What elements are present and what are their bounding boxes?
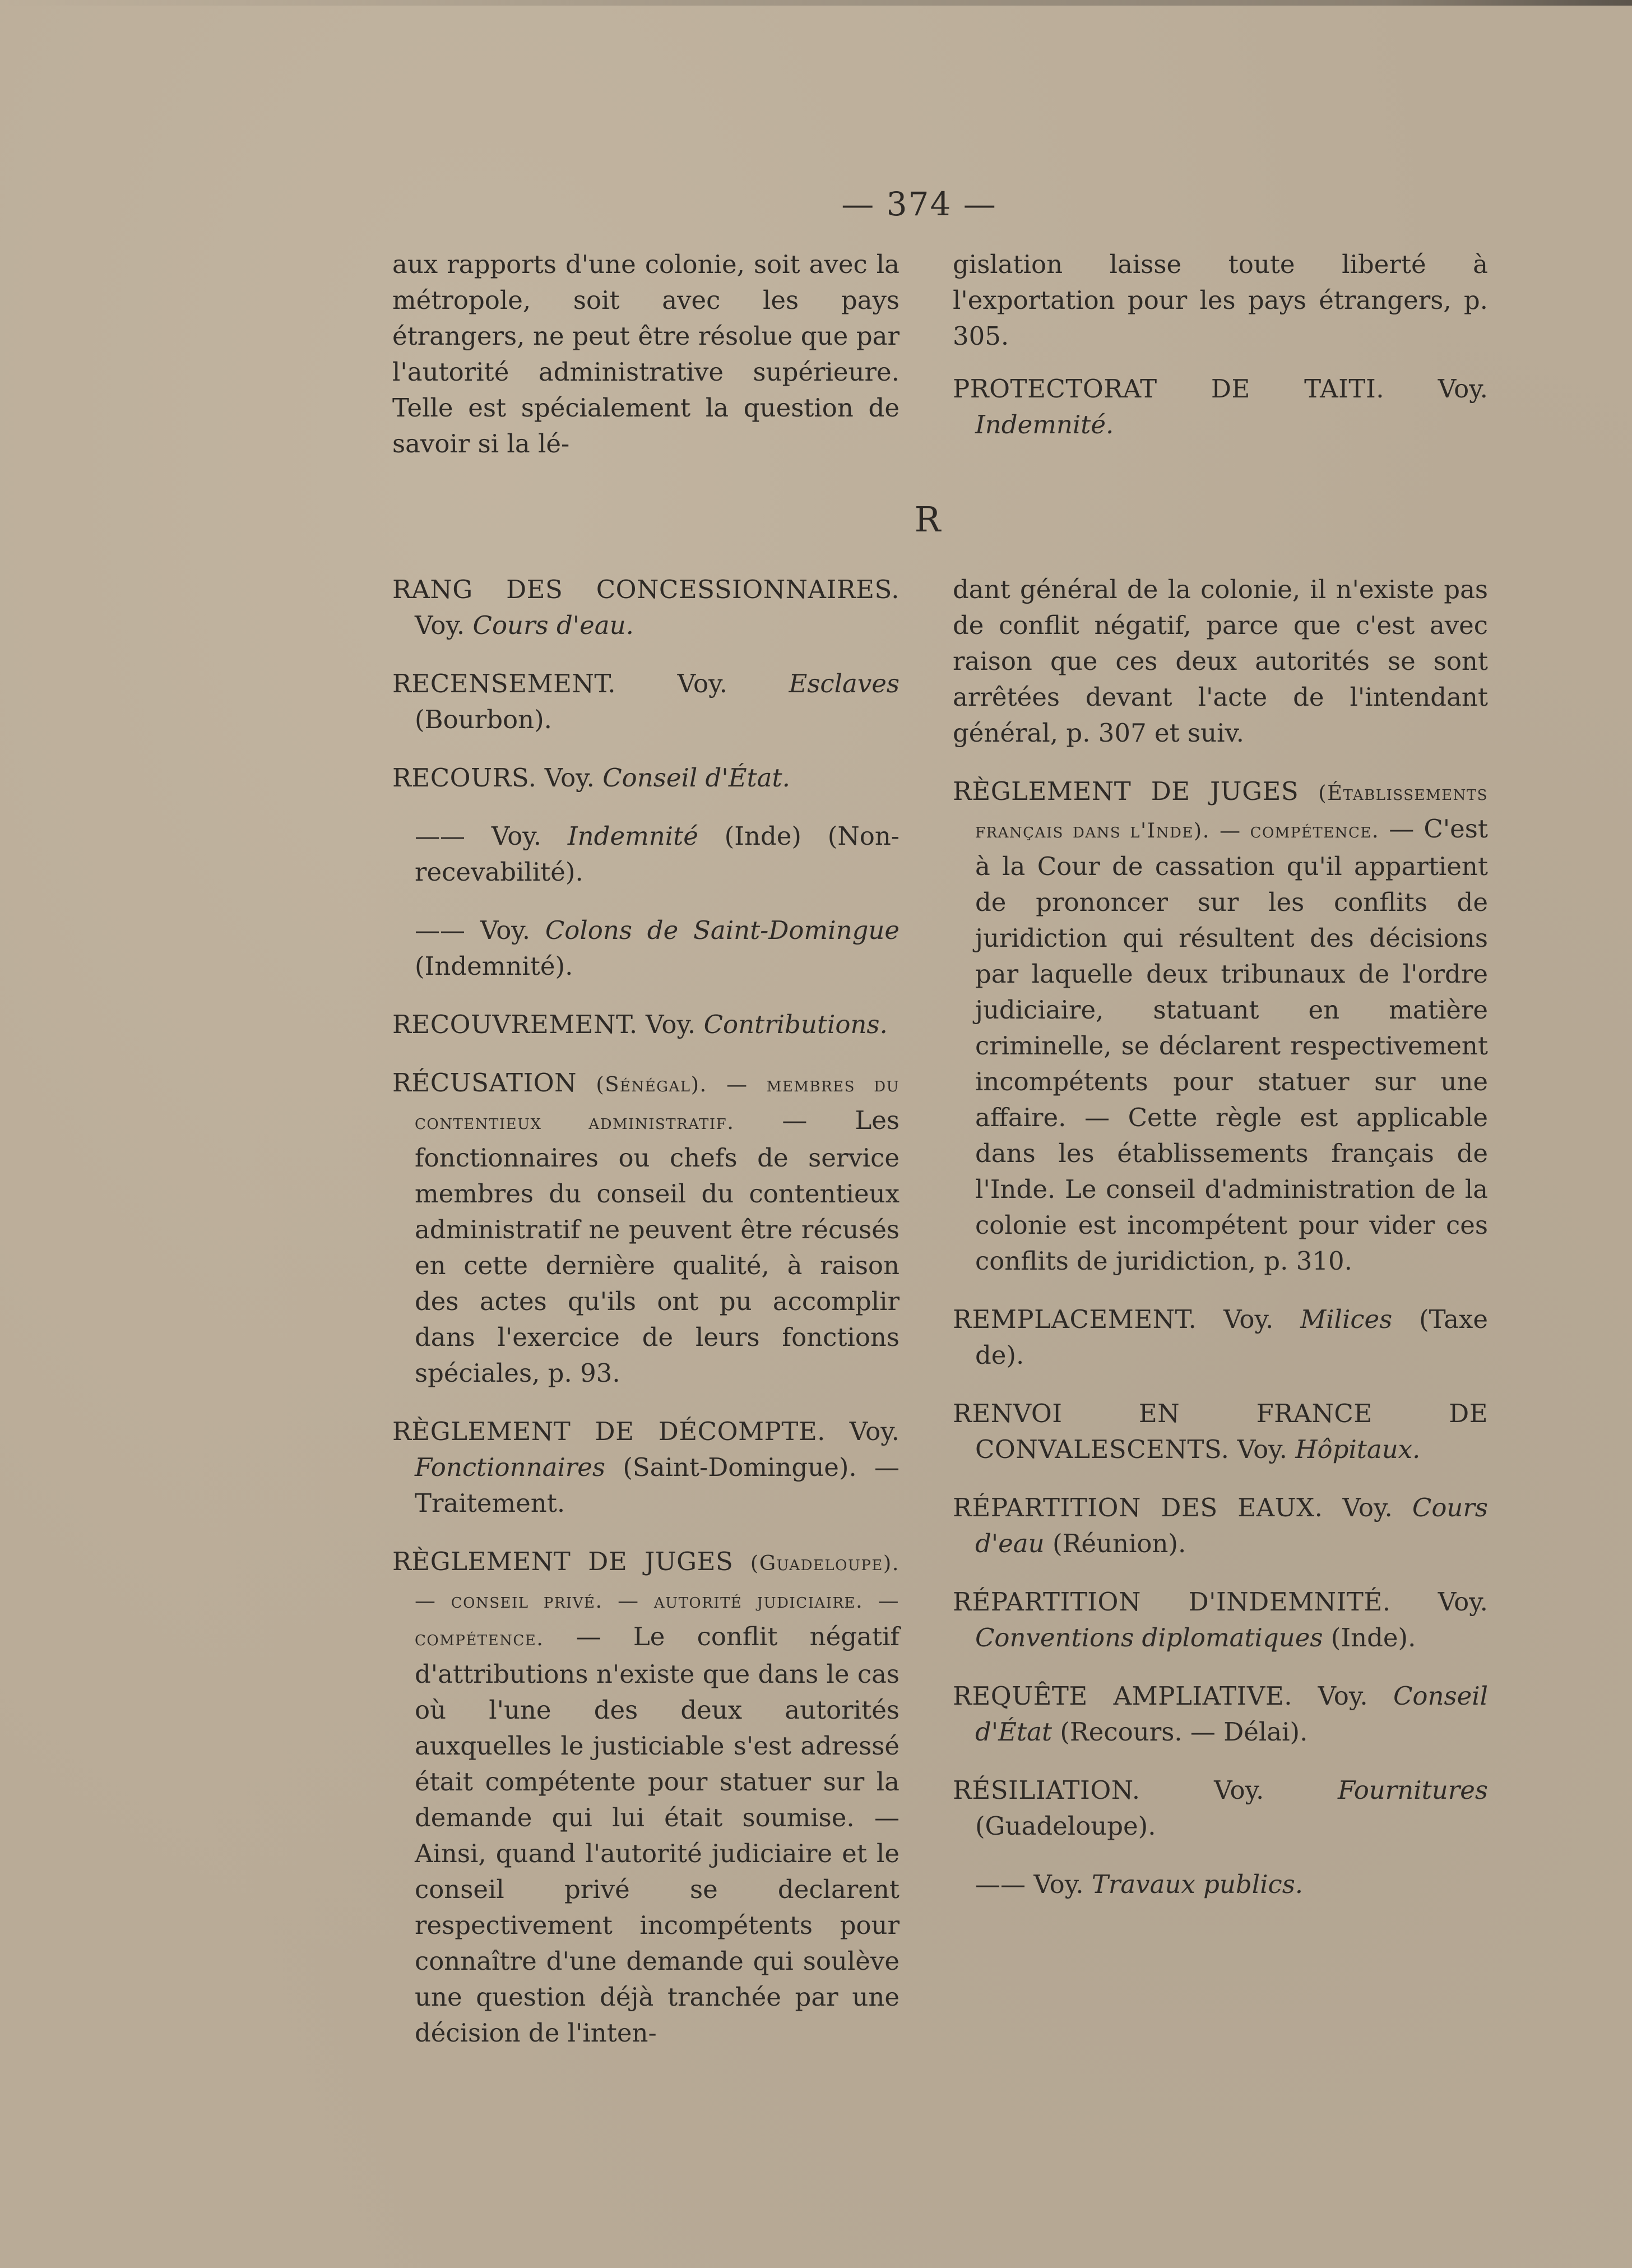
voy-label: Voy. (849, 1417, 900, 1446)
entry-headword: RÉSILIATION. (953, 1775, 1140, 1805)
entry-recours-sub-1 (392, 818, 900, 890)
voy-label: Voy. (1033, 1869, 1084, 1899)
entry-resiliation (953, 1772, 1488, 1844)
entry-body: — C'est à la Cour de cassation qu'il appartient de prononcer sur les conflits de juridiction qui résultent des décisions par laquelle deux tribunaux de l'ordre judiciaire, statuant en matière criminelle, se déclarent respectivement incompétents pour statuer sur une affaire. — Cette règle est applicable dans les établissements français de l'Inde. Le conseil d'administration de la colonie est incompétent pour vider ces conflits de juridiction, p. 310. (975, 814, 1488, 1276)
cross-reference: Contributions. (703, 1010, 888, 1039)
voy-label: Voy. (1214, 1775, 1264, 1805)
entry-headword: RÈGLEMENT DE JUGES (392, 1547, 734, 1576)
entry-juges-inde (953, 774, 1488, 1279)
entry-subject: — membres du contentieux administratif. (415, 1072, 900, 1134)
entry-recours (392, 760, 900, 796)
page-number: — 374 — (841, 185, 997, 223)
voy-label: Voy. (415, 610, 465, 640)
entry-headword: RÈGLEMENT DE JUGES (953, 776, 1299, 806)
entry-juges-guadeloupe (392, 1544, 900, 2051)
entry-continuation: dant général de la colonie, il n'existe pas de conflit négatif, parce que c'est avec raison que ces deux autorités se sont arrêtées devant l'acte de l'intendant général, p. 307 et suiv. (953, 575, 1488, 748)
cross-reference: Hôpitaux. (1295, 1434, 1421, 1464)
voy-label: Voy. (1237, 1434, 1287, 1464)
cross-reference: Fonctionnaires (415, 1452, 606, 1482)
entry-resiliation-sub (953, 1867, 1488, 1903)
entry-repartition-indemnite (953, 1584, 1488, 1656)
voy-label: Voy. (646, 1010, 696, 1039)
cross-reference: Milices (1300, 1304, 1393, 1334)
entry-subject: — compétence. (1220, 818, 1380, 843)
entry-headword: REQUÊTE AMPLIATIVE. (953, 1681, 1293, 1711)
voy-label: Voy. (1438, 1587, 1488, 1617)
cross-reference: Cours d'eau (975, 1493, 1489, 1558)
voy-label: Voy. (1438, 374, 1488, 404)
entry-headword: RÉPARTITION D'INDEMNITÉ. (953, 1587, 1391, 1617)
cross-reference: Esclaves (789, 669, 900, 698)
entry-renvoi (953, 1396, 1488, 1468)
right-intro-column (953, 247, 1488, 465)
cross-reference: Conseil d'État. (602, 763, 790, 793)
entry-recouvrement (392, 1007, 900, 1043)
left-column (392, 572, 900, 2073)
cross-reference: Colons de Saint-Domingue (545, 915, 900, 945)
entry-recusation (392, 1065, 900, 1391)
right-intro-text: gislation laisse toute liberté à l'exportation pour les pays étrangers, p. 305. (953, 249, 1488, 351)
left-intro-text: aux rapports d'une colonie, soit avec la métropole, soit avec les pays étrangers, ne peut être résolue que par l'autorité administrative supérieure. Telle est spécialement la question de savoir si la lé- (392, 249, 900, 459)
entry-qualifier: (Guadeloupe). (975, 1811, 1156, 1841)
entry-qualifier: (Recours. — Délai). (1060, 1717, 1308, 1747)
ditto-dash: —— (975, 1869, 1026, 1899)
voy-label: Voy. (1318, 1681, 1368, 1711)
entry-qualifier: (Guadeloupe). (750, 1551, 900, 1575)
cross-reference: Conseil d'État (975, 1681, 1489, 1747)
voy-label: Voy. (677, 669, 727, 698)
page-top-edge (0, 0, 1632, 6)
entry-subject: — conseil privé. — autorité judiciaire. — compétence. (415, 1589, 900, 1650)
ditto-dash: —— (415, 915, 465, 945)
entry-qualifier: (Saint-Domingue). — Traitement. (415, 1452, 900, 1518)
entry-remplacement (953, 1302, 1488, 1373)
voy-label: Voy. (480, 915, 531, 945)
section-letter: R (914, 499, 941, 540)
cross-reference: Indemnité. (975, 410, 1114, 439)
ditto-dash: —— (415, 821, 465, 851)
entry-body: — Les fonctionnaires ou chefs de service membres du conseil du contentieux administratif ne peuvent être récusés en cette dernière qualité, à raison des actes qu'ils ont pu accomplir dans l'exercice de leurs fonctions spéciales, p. 93. (415, 1105, 900, 1388)
entry-headword: RENVOI EN FRANCE DE CONVALESCENTS. (953, 1399, 1488, 1464)
voy-label: Voy. (491, 821, 542, 851)
entry-headword: RÈGLEMENT DE DÉCOMPTE. (392, 1417, 826, 1446)
entry-headword: RECOURS. (392, 763, 537, 793)
entry-qualifier: (Sénégal). (596, 1072, 707, 1096)
entry-rang (392, 572, 900, 644)
entry-headword: RÉCUSATION (392, 1068, 577, 1098)
entry-headword: RECENSEMENT. (392, 669, 616, 698)
right-column (953, 572, 1488, 1925)
cross-reference: Fournitures (1337, 1775, 1488, 1805)
entry-qualifier: (Établissements français dans l'Inde). (975, 781, 1488, 843)
entry-recensement (392, 666, 900, 738)
voy-label: Voy. (1342, 1493, 1393, 1522)
entry-recours-sub-2 (392, 913, 900, 984)
entry-decompte (392, 1414, 900, 1521)
entry-headword: PROTECTORAT DE TAITI. (953, 374, 1385, 404)
voy-label: Voy. (544, 763, 595, 793)
cross-reference: Travaux publics. (1091, 1869, 1304, 1899)
entry-body: — Le conflit négatif d'attributions n'existe que dans le cas où l'une des deux autorités auxquelles le justiciable s'est adressé était compétente pour statuer sur la demande qui lui était soumise. — Ainsi, quand l'autorité judiciaire et le conseil privé se declarent respectivement incompétents pour connaître d'une demande qui soulève une question déjà tranchée par une décision de l'inten- (415, 1622, 900, 2048)
cross-reference: Cours d'eau. (472, 610, 634, 640)
entry-repartition-eaux (953, 1490, 1488, 1562)
entry-qualifier: (Indemnité). (415, 951, 573, 981)
entry-headword: REMPLACEMENT. (953, 1304, 1197, 1334)
entry-headword: RÉPARTITION DES EAUX. (953, 1493, 1323, 1522)
entry-qualifier: (Inde) (Non-recevabilité). (415, 821, 900, 887)
cross-reference: Conventions diplomatiques (975, 1623, 1323, 1653)
left-intro-column (392, 247, 900, 462)
entry-qualifier: (Réunion). (1052, 1529, 1186, 1558)
entry-headword: RECOUVREMENT. (392, 1010, 638, 1039)
entry-protectorat (953, 371, 1488, 443)
cross-reference: Indemnité (567, 821, 698, 851)
entry-qualifier: (Taxe de). (975, 1304, 1488, 1370)
entry-requete (953, 1678, 1488, 1750)
entry-qualifier: (Bourbon). (415, 705, 552, 734)
voy-label: Voy. (1223, 1304, 1274, 1334)
entry-qualifier: (Inde). (1330, 1623, 1416, 1653)
entry-headword: RANG DES CONCESSIONNAIRES. (392, 575, 900, 604)
